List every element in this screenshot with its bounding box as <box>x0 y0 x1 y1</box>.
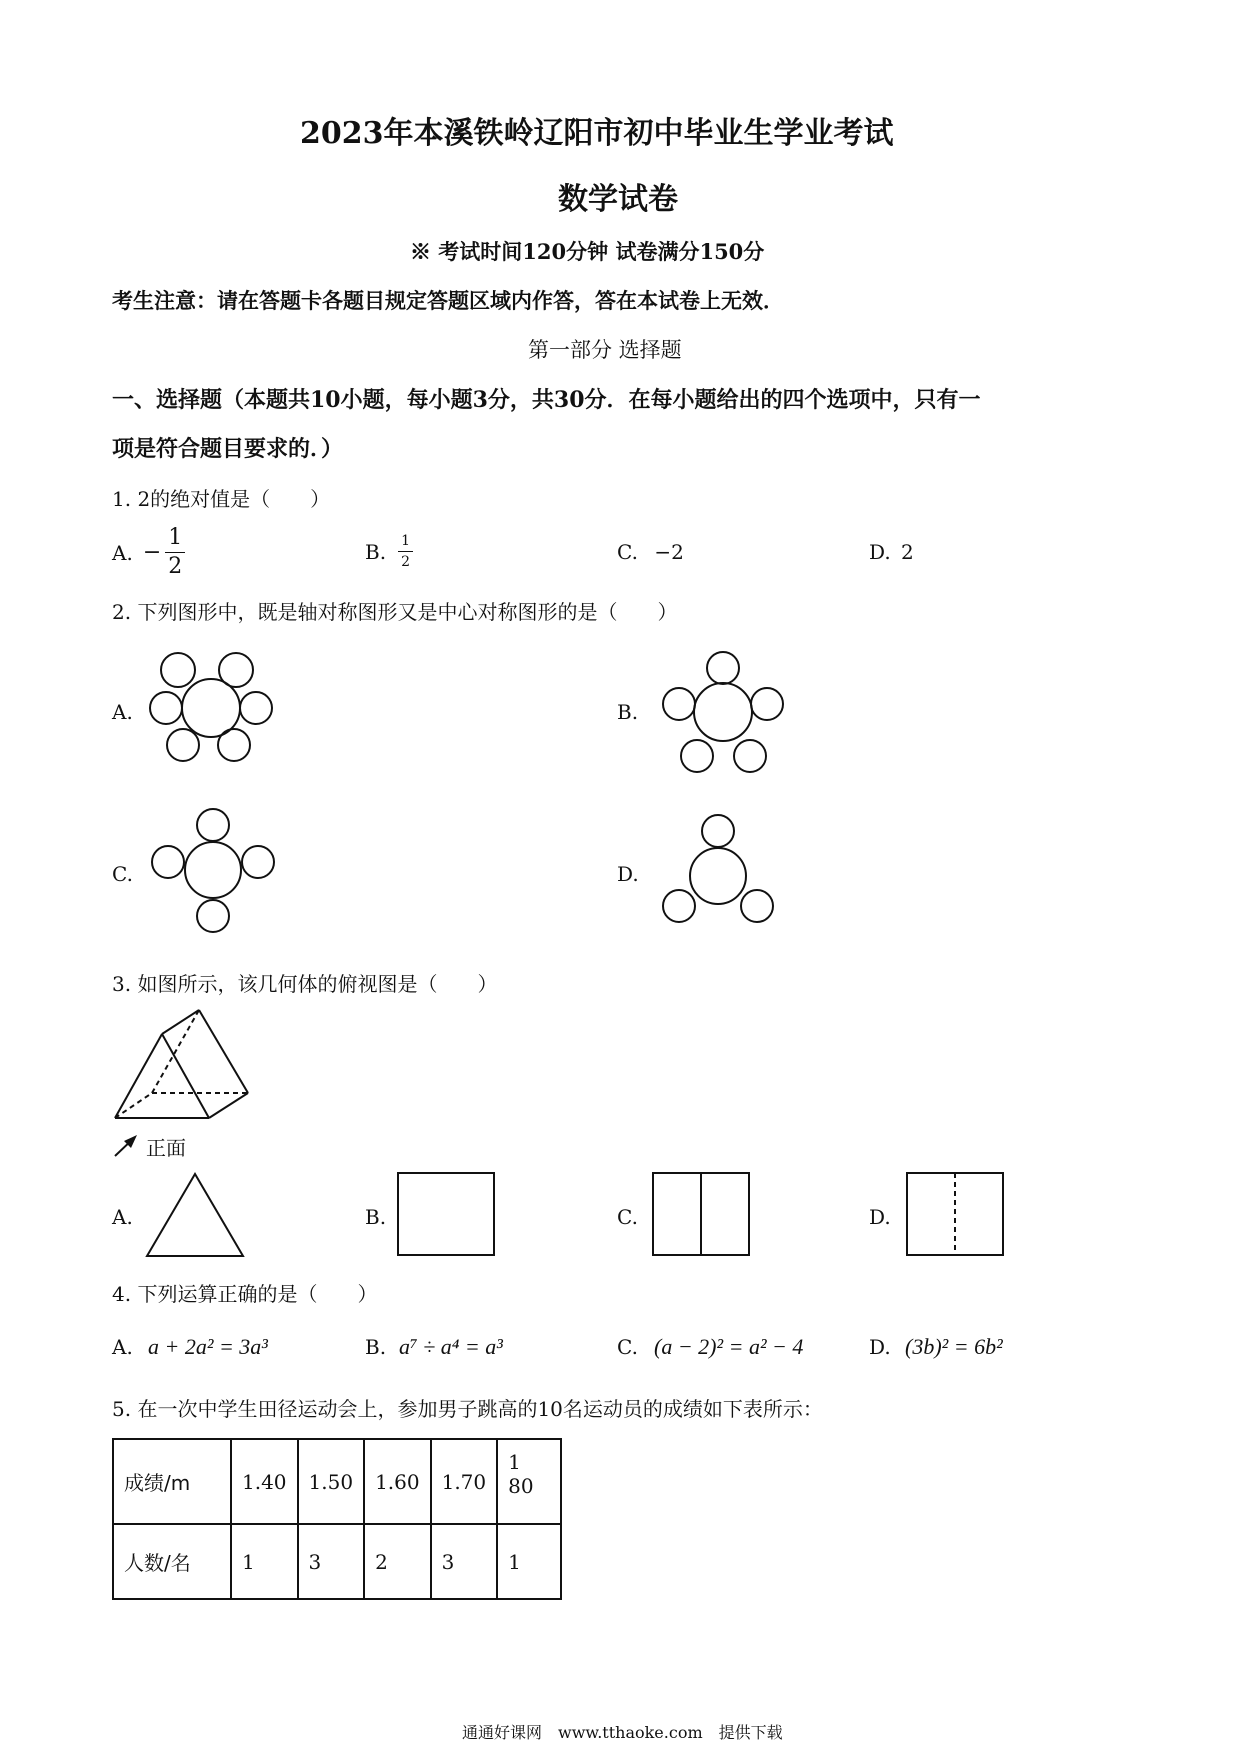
q1-a-denominator: 2 <box>168 554 183 579</box>
q2-c-label: C. <box>112 862 133 886</box>
q1-a-sign: − <box>142 540 162 565</box>
q3-d-rectangle-dashed-line <box>906 1172 1006 1262</box>
table-cell: 1.40 <box>231 1439 298 1524</box>
q2-d-three-circles-figure <box>650 814 790 939</box>
q1-stem: 1. 2的绝对值是（ ） <box>112 487 331 511</box>
q1-c-value: −2 <box>654 540 684 564</box>
q1-c-label: C. <box>617 540 638 564</box>
q1-option-b <box>365 534 413 569</box>
q5-stem: 5. 在一次中学生田径运动会上，参加男子跳高的10名运动员的成绩如下表所示： <box>112 1397 823 1421</box>
section-heading-line2: 项是符合题目要求的．） <box>112 436 344 462</box>
table-cell: 1.60 <box>364 1439 431 1524</box>
exam-title: 2023年本溪铁岭辽阳市初中毕业生学业考试 <box>300 116 894 151</box>
q5-score-table <box>112 1438 562 1600</box>
section-heading-line1: 一、选择题（本题共10小题，每小题3分，共30分．在每小题给出的四个选项中，只有一 <box>112 387 981 413</box>
q1-b-numerator: 1 <box>398 534 413 552</box>
table-row <box>113 1439 561 1524</box>
q4-b-expression: a⁷ ÷ a⁴ = a³ <box>399 1334 503 1359</box>
q3-front-label: 正面 <box>146 1136 186 1160</box>
q3-a-triangle <box>145 1172 245 1262</box>
q2-b-center-circle <box>694 683 752 741</box>
q3-d-label: D. <box>869 1205 891 1229</box>
q2-stem: 2. 下列图形中，既是轴对称图形又是中心对称图形的是（ ） <box>112 600 678 624</box>
exam-info: ※ 考试时间120分钟 试卷满分150分 <box>410 239 765 264</box>
table-cell: 1 <box>231 1524 298 1599</box>
part-title: 第一部分 选择题 <box>528 338 682 362</box>
q4-c-expression: (a − 2)² = a² − 4 <box>654 1334 804 1359</box>
page-footer: 通通好课网 www.tthaoke.com 提供下载 <box>462 1723 783 1742</box>
q3-b-label: B. <box>365 1205 387 1229</box>
q2-c-four-circles-figure <box>145 808 285 938</box>
q2-a-label: A. <box>112 700 133 724</box>
table-cell: 1.70 <box>431 1439 498 1524</box>
q3-stem: 3. 如图所示，该几何体的俯视图是（ ） <box>112 972 498 996</box>
q2-c-center-circle <box>185 842 241 898</box>
paper-subtitle: 数学试卷 <box>558 182 678 217</box>
q2-b-label: B. <box>617 700 639 724</box>
q1-d-value: 2 <box>901 540 914 564</box>
q4-b-label: B. <box>365 1335 387 1359</box>
q3-prism-figure <box>112 1008 262 1158</box>
q1-a-fraction <box>165 527 185 578</box>
q4-stem: 4. 下列运算正确的是（ ） <box>112 1282 378 1306</box>
table-cell: 3 <box>431 1524 498 1599</box>
q2-d-center-circle <box>690 848 746 904</box>
q4-a-label: A. <box>112 1335 133 1359</box>
exam-notice: 考生注意：请在答题卡各题目规定答题区域内作答，答在本试卷上无效． <box>112 288 784 313</box>
q3-b-rectangle <box>397 1172 497 1262</box>
table-row <box>113 1524 561 1599</box>
q1-b-label: B. <box>365 539 387 564</box>
q1-option-d <box>869 540 914 564</box>
table-header-cell: 成绩/m <box>113 1439 231 1524</box>
table-cell: 1 <box>497 1524 561 1599</box>
q4-a-expression: a + 2a² = 3a³ <box>148 1334 268 1359</box>
q2-a-six-circles-figure <box>145 650 285 770</box>
q3-a-label: A. <box>112 1205 133 1229</box>
q1-a-label: A. <box>112 540 133 565</box>
q1-b-denominator: 2 <box>401 554 410 570</box>
table-cell: 1 80 <box>497 1439 561 1524</box>
q4-d-expression: (3b)² = 6b² <box>905 1334 1003 1359</box>
q1-b-fraction <box>398 534 413 569</box>
q3-c-label: C. <box>617 1205 638 1229</box>
q1-option-c <box>617 540 684 564</box>
q1-a-numerator: 1 <box>165 527 185 553</box>
q3-c-rectangle-solid-line <box>652 1172 752 1262</box>
q1-d-label: D. <box>869 540 891 564</box>
q2-b-five-circles-figure <box>650 650 790 775</box>
table-cell: 2 <box>364 1524 431 1599</box>
q4-c-label: C. <box>617 1335 638 1359</box>
q4-d-label: D. <box>869 1335 891 1359</box>
q2-d-label: D. <box>617 862 639 886</box>
table-header-cell: 人数/名 <box>113 1524 231 1599</box>
table-cell: 1.50 <box>298 1439 365 1524</box>
q1-option-a <box>112 527 185 578</box>
table-cell: 3 <box>298 1524 365 1599</box>
